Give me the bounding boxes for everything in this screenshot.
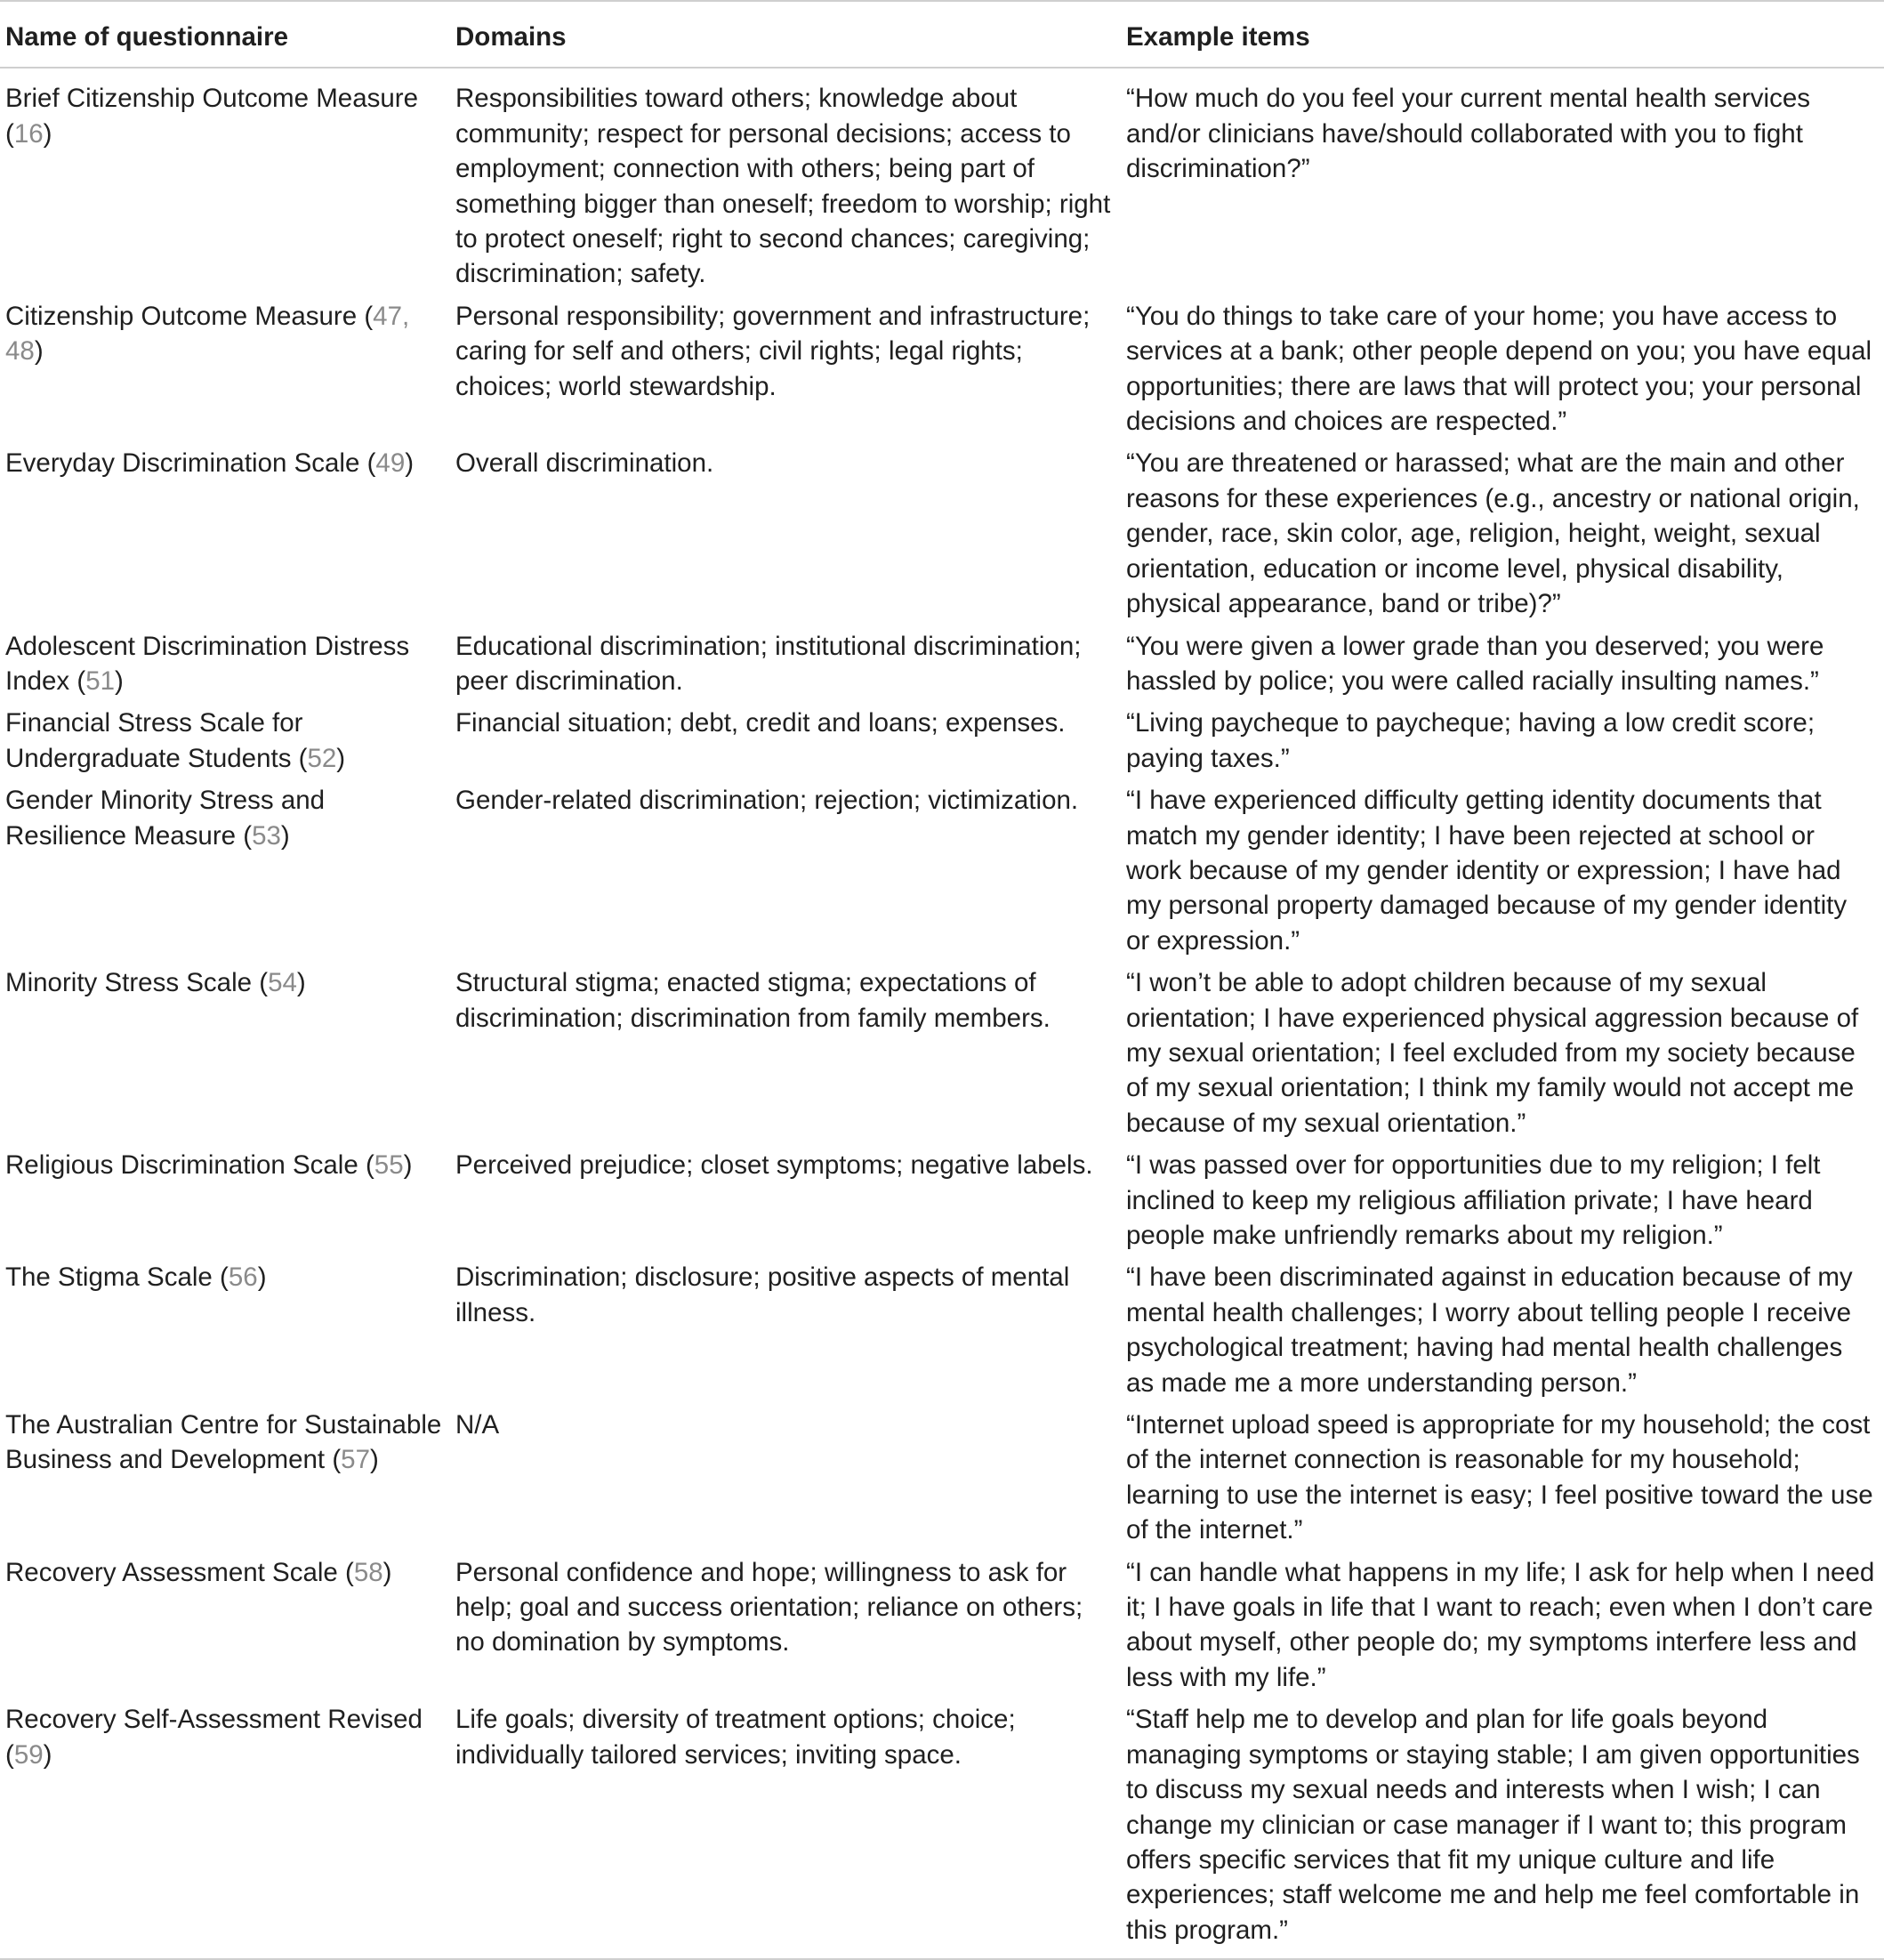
- questionnaire-name-end: ): [336, 743, 346, 773]
- domains-cell: Gender-related discrimination; rejection; victimization.: [455, 786, 1079, 816]
- example-items-cell: “You are threatened or harassed; what are the main and other reasons for these experiences (e.g., ancestry or national origin, gender, race, skin color, age, religion, height, weight, sexual orientation, education or income level, physical disability, physical appearance, band or tribe)?”: [1126, 448, 1860, 619]
- questionnaire-name-end: ): [115, 665, 124, 696]
- example-items-cell: “I was passed over for opportunities due to my religion; I felt inclined to keep my religious affiliation private; I have heard people make unfriendly remarks about my religion.”: [1126, 1150, 1821, 1250]
- questionnaire-name-end: ): [257, 1262, 267, 1293]
- citation-ref[interactable]: 53: [252, 820, 281, 851]
- example-items-cell: “I have been discriminated against in education because of my mental health challenges; I worry about telling people I receive psychological treatment; having had mental health challenges as made me a more understanding person.”: [1126, 1262, 1853, 1398]
- table-row: [0, 1257, 1884, 1405]
- example-items-cell: “I can handle what happens in my life; I ask for help when I need it; I have goals in life that I want to reach; even when I don’t care about myself, other people do; my symptoms interfere less and less with my life.”: [1126, 1557, 1875, 1692]
- example-items-cell: “You do things to take care of your home; you have access to services at a bank; other people depend on you; you have equal opportunities; there are laws that will protect you; your personal decisions and choices are respected.”: [1126, 301, 1872, 437]
- citation-ref[interactable]: 56: [228, 1262, 258, 1293]
- questionnaire-name-end: ): [405, 448, 415, 479]
- table-row: [0, 443, 1884, 625]
- table-row: [0, 626, 1884, 704]
- domains-cell: Structural stigma; enacted stigma; expectations of discrimination; discrimination from family members.: [455, 968, 1051, 1033]
- header-domains: Domains: [455, 22, 567, 52]
- questionnaire-name-cell: [0, 963, 450, 1145]
- domains-cell: Discrimination; disclosure; positive aspects of mental illness.: [455, 1262, 1070, 1327]
- questionnaire-name-cell: [0, 1405, 450, 1553]
- questionnaire-name: Citizenship Outcome Measure (: [5, 301, 374, 331]
- table-body: [0, 68, 1884, 1959]
- table-row: [0, 963, 1884, 1145]
- questionnaire-name: Minority Stress Scale (: [5, 968, 269, 998]
- citation-ref[interactable]: 47, 48: [5, 301, 410, 367]
- table-row: [0, 68, 1884, 295]
- citation-ref[interactable]: 51: [85, 665, 116, 696]
- domains-cell: Responsibilities toward others; knowledge about community; respect for personal decisions; access to employment; connection with others; being part of something bigger than oneself; freedom to worship; right to protect oneself; right to second chances; caregiving; discrimination; safety.: [455, 84, 1111, 289]
- table-row: [0, 1699, 1884, 1959]
- questionnaire-name-cell: [0, 1257, 450, 1405]
- example-items-cell: “Staff help me to develop and plan for life goals beyond managing symptoms or staying stable; I am given opportunities to discuss my sexual needs and interests when I wish; I can change my clinician or case manager if I want to; this program offers specific services that fit my unique culture and life experiences; staff welcome me and help me feel comfortable in this program.”: [1126, 1705, 1860, 1945]
- citation-ref[interactable]: 58: [353, 1557, 383, 1587]
- table-row: [0, 1553, 1884, 1700]
- questionnaire-name-cell: [0, 703, 450, 780]
- header-row: [0, 1, 1884, 68]
- domains-cell: N/A: [455, 1410, 500, 1440]
- citation-ref[interactable]: 55: [374, 1150, 404, 1181]
- example-items-cell: “How much do you feel your current mental health services and/or clinicians have/should collaborated with you to fight discrimination?”: [1126, 84, 1810, 184]
- questionnaire-name-cell: [0, 443, 450, 625]
- domains-cell: Overall discrimination.: [455, 448, 714, 479]
- questionnaire-name: The Australian Centre for Sustainable Business and Development (: [5, 1410, 442, 1475]
- questionnaire-name: Gender Minority Stress and Resilience Measure (: [5, 786, 326, 851]
- questionnaire-name: Recovery Self-Assessment Revised (: [5, 1705, 423, 1770]
- citation-ref[interactable]: 52: [307, 743, 337, 773]
- questionnaire-name-cell: [0, 780, 450, 963]
- questionnaire-name-cell: [0, 626, 450, 704]
- example-items-cell: “Internet upload speed is appropriate for my household; the cost of the internet connection is reasonable for my household; learning to use the internet is easy; I feel positive toward the use of the internet.”: [1126, 1410, 1873, 1545]
- questionnaire-name-cell: [0, 1553, 450, 1700]
- citation-ref[interactable]: 57: [341, 1445, 370, 1475]
- questionnaire-name-end: ): [382, 1557, 392, 1587]
- header-name-of-questionnaire: Name of questionnaire: [5, 22, 289, 52]
- questionnaire-name-end: ): [369, 1445, 379, 1475]
- citation-ref[interactable]: 49: [375, 448, 406, 479]
- questionnaire-name-end: ): [296, 968, 306, 998]
- citation-ref[interactable]: 54: [268, 968, 297, 998]
- questionnaire-name-cell: [0, 1145, 450, 1257]
- questionnaire-name-cell: [0, 1699, 450, 1959]
- table-row: [0, 780, 1884, 963]
- questionnaire-name: Religious Discrimination Scale (: [5, 1150, 374, 1181]
- citation-ref[interactable]: 16: [13, 118, 44, 149]
- questionnaire-name: The Stigma Scale (: [5, 1262, 229, 1293]
- table-header: [0, 1, 1884, 68]
- domains-cell: Perceived prejudice; closet symptoms; negative labels.: [455, 1150, 1093, 1181]
- example-items-cell: “Living paycheque to paycheque; having a low credit score; paying taxes.”: [1126, 708, 1816, 773]
- questionnaire-name-cell: [0, 296, 450, 444]
- table-row: [0, 703, 1884, 780]
- questionnaire-name: Brief Citizenship Outcome Measure (: [5, 84, 418, 149]
- questionnaire-name-end: ): [43, 1739, 52, 1770]
- example-items-cell: “I won’t be able to adopt children because of my sexual orientation; I have experienced physical aggression because of my sexual orientation; I feel excluded from my society because of my sexual orientation; I think my family would not accept me because of my sexual orientation.”: [1126, 968, 1859, 1138]
- citation-ref[interactable]: 59: [13, 1739, 44, 1770]
- questionnaire-name-end: ): [280, 820, 290, 851]
- questionnaire-name-cell: [0, 68, 450, 295]
- questionnaire-name: Everyday Discrimination Scale (: [5, 448, 376, 479]
- questionnaire-name: Recovery Assessment Scale (: [5, 1557, 354, 1587]
- questionnaire-name: Adolescent Discrimination Distress Index (: [5, 631, 410, 696]
- table-row: [0, 1405, 1884, 1553]
- domains-cell: Financial situation; debt, credit and loans; expenses.: [455, 708, 1066, 738]
- example-items-cell: “You were given a lower grade than you deserved; you were hassled by police; you were called racially insulting names.”: [1126, 631, 1824, 696]
- questionnaire-name-end: ): [34, 336, 44, 367]
- questionnaire-name-end: ): [43, 118, 52, 149]
- example-items-cell: “I have experienced difficulty getting identity documents that match my gender identity; I have been rejected at school or work because of my gender identity or expression; I have had my personal property damaged because of my gender identity or expression.”: [1126, 786, 1848, 956]
- questionnaire-name: Financial Stress Scale for Undergraduate Students (: [5, 708, 308, 773]
- questionnaire-name-end: ): [403, 1150, 413, 1181]
- header-example-items: Example items: [1126, 22, 1310, 52]
- domains-cell: Life goals; diversity of treatment options; choice; individually tailored services; inviting space.: [455, 1705, 1016, 1770]
- domains-cell: Educational discrimination; institutional discrimination; peer discrimination.: [455, 631, 1082, 696]
- domains-cell: Personal responsibility; government and infrastructure; caring for self and others; civil rights; legal rights; choices; world stewardship.: [455, 301, 1091, 401]
- table-row: [0, 1145, 1884, 1257]
- table-row: [0, 296, 1884, 444]
- domains-cell: Personal confidence and hope; willingness to ask for help; goal and success orientation; reliance on others; no domination by symptoms.: [455, 1557, 1083, 1658]
